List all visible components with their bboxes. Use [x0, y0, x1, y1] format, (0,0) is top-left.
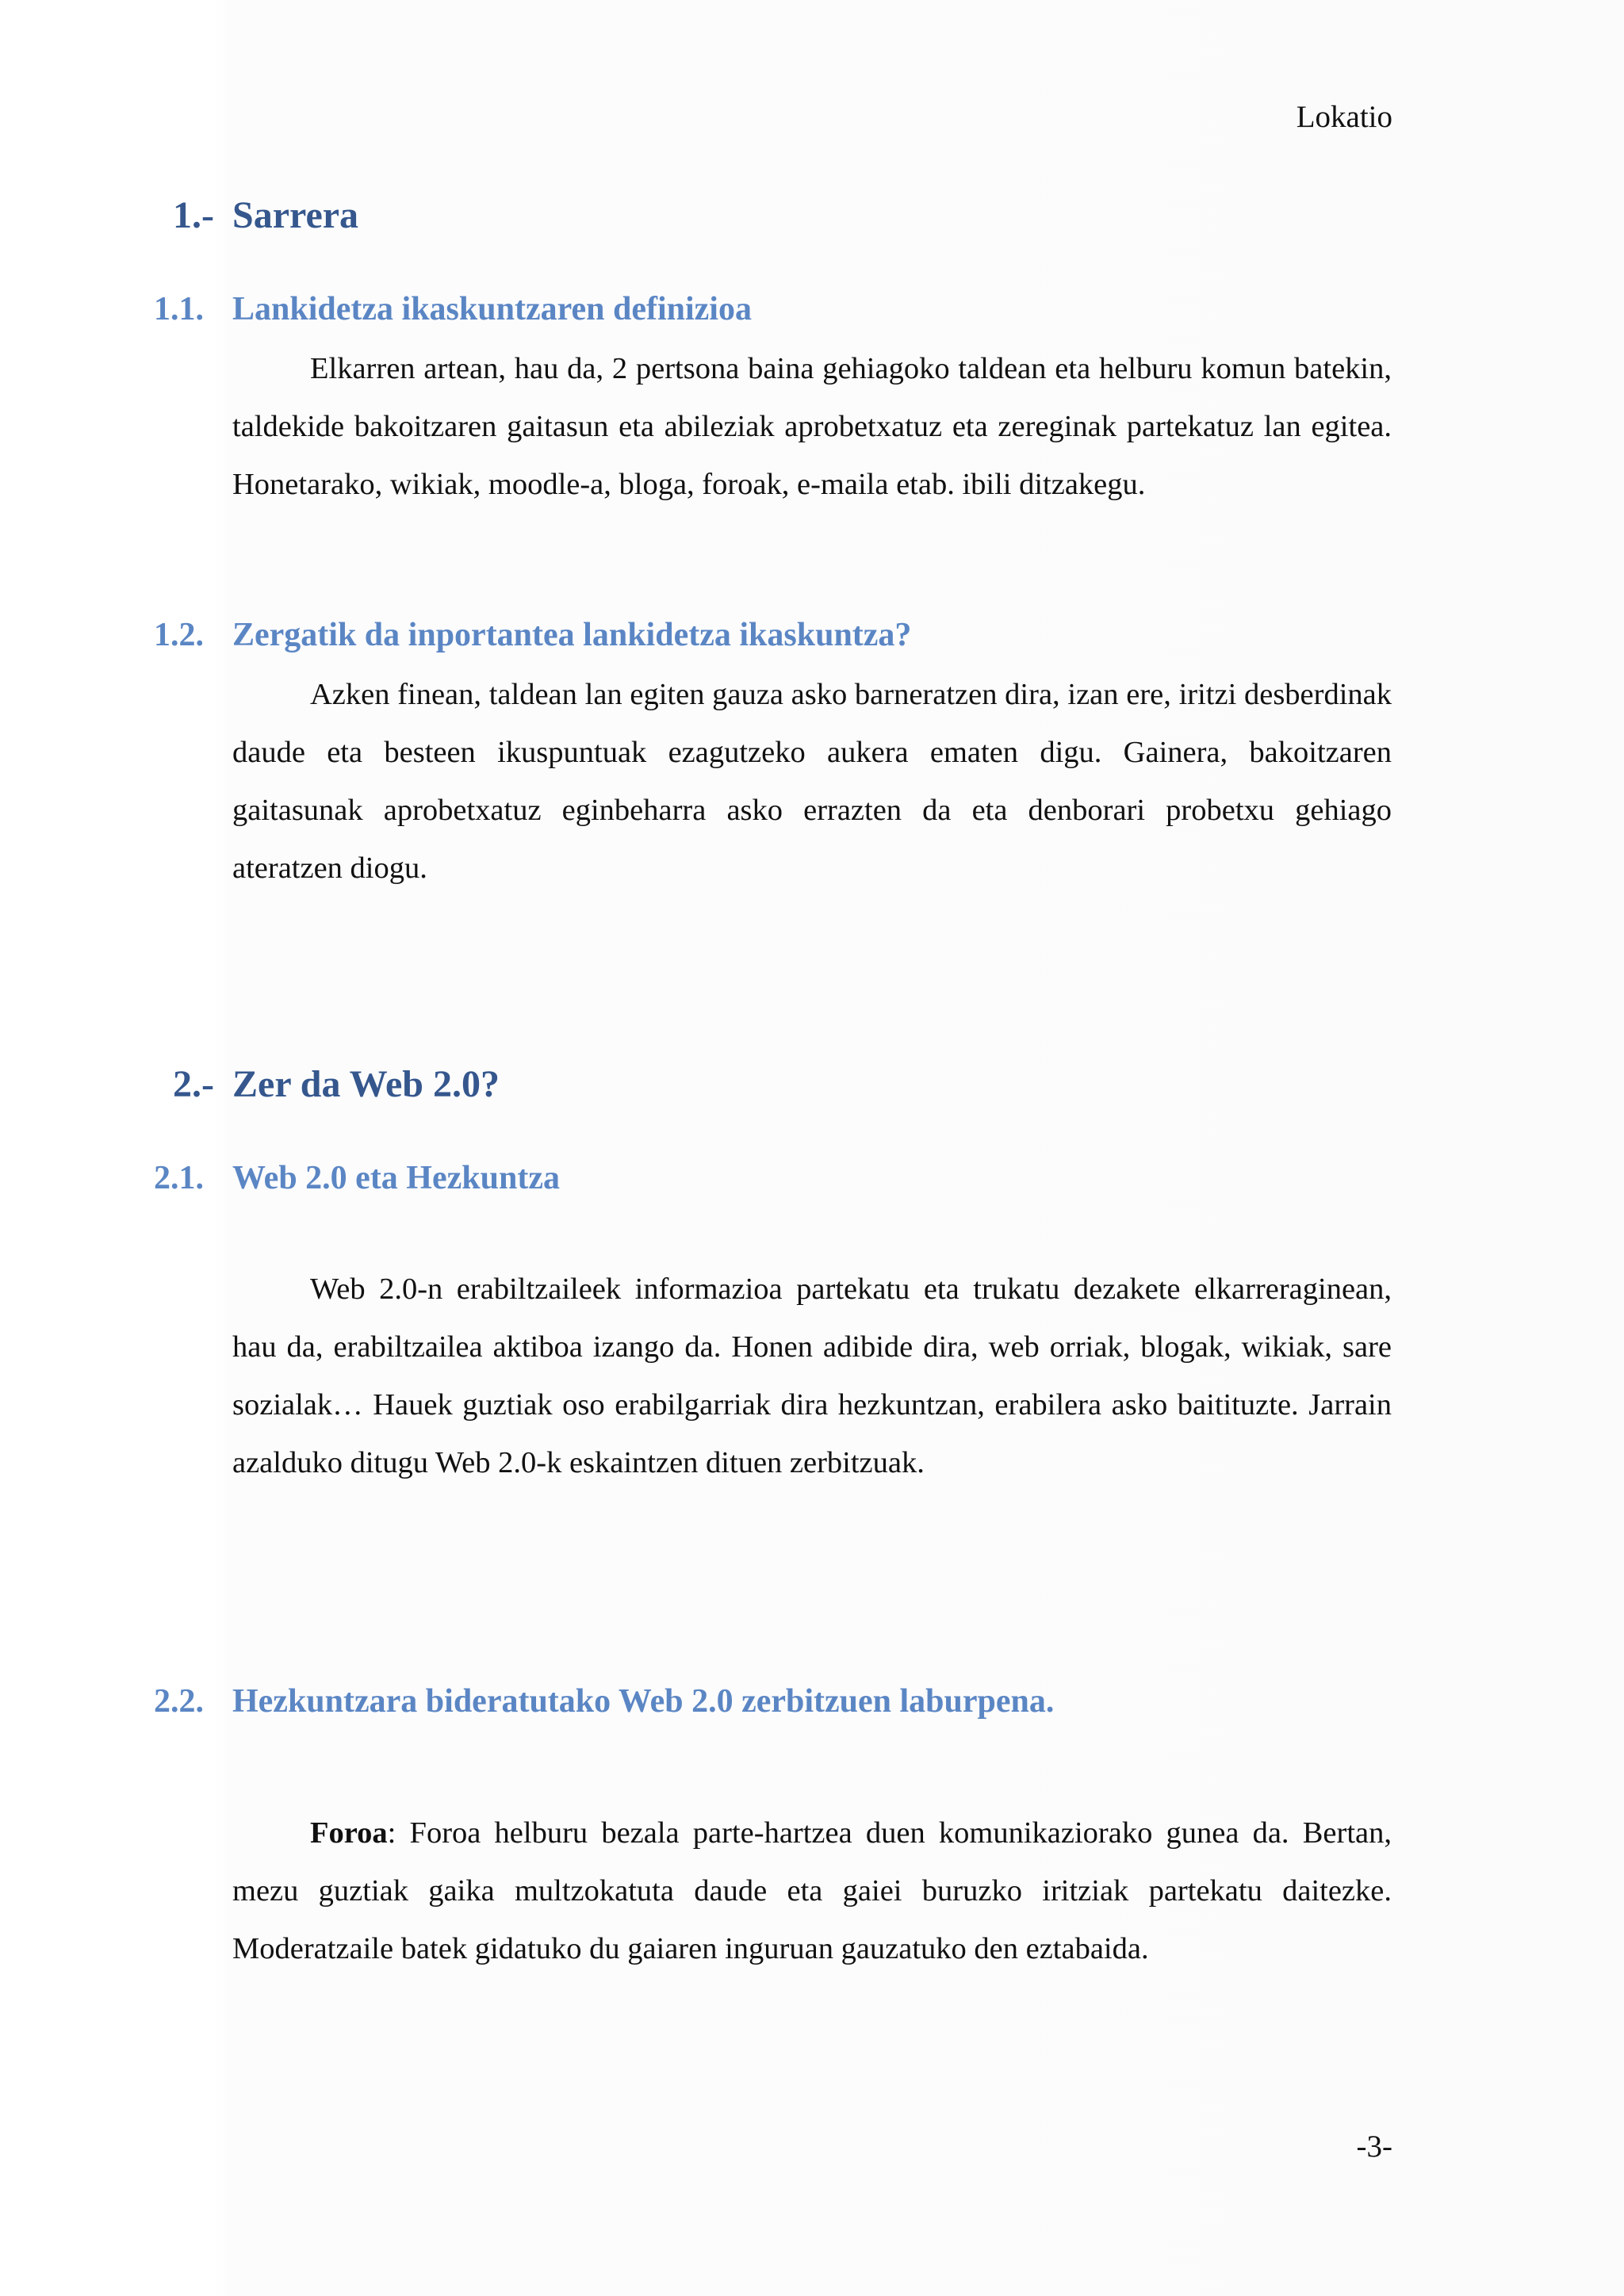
- paragraph-text: Elkarren artean, hau da, 2 pertsona baina gehiagoko taldean eta helburu komun batekin, taldekide bakoitzaren gaitasun eta abileziak aprobetxatuz eta zereginak partekatuz lan egitea. Honetarako, wikiak, moodle-a, bloga, foroak, e-maila etab. ibili ditzakegu.: [232, 352, 1392, 501]
- section-heading-1: [173, 192, 358, 239]
- subsection-heading-2-2: [154, 1679, 1054, 1724]
- subsection-number: 2.2.: [154, 1683, 204, 1720]
- paragraph-1-2: [232, 666, 1392, 897]
- section-number: 2.-: [173, 1063, 214, 1105]
- section-title: Sarrera: [232, 194, 359, 236]
- subsection-title: Zergatik da inportantea lankidetza ikaskuntza?: [232, 617, 912, 653]
- definition-text: : Foroa helburu bezala parte-hartzea duen komunikaziorako gunea da. Bertan, mezu guztiak gaika multzokatuta daude eta gaiei buruzko iritziak partekatu daitezke. Moderatzaile batek gidatuko du gaiaren inguruan gauzatuko den eztabaida.: [232, 1816, 1392, 1965]
- section-title: Zer da Web 2.0?: [232, 1063, 500, 1105]
- paragraph-text: Web 2.0-n erabiltzaileek informazioa partekatu eta trukatu dezakete elkarreraginean, hau da, erabiltzailea aktiboa izango da. Honen adibide dira, web orriak, blogak, wikiak, sare sozialak… Hauek guztiak oso erabilgarriak dira hezkuntzan, erabilera asko baitituzte. Jarrain azalduko ditugu Web 2.0-k eskaintzen dituen zerbitzuak.: [232, 1272, 1392, 1479]
- section-heading-2: [173, 1061, 500, 1108]
- subsection-heading-1-2: [154, 613, 911, 657]
- subsection-title: Hezkuntzara bideratutako Web 2.0 zerbitzuen laburpena.: [232, 1683, 1055, 1720]
- section-number: 1.-: [173, 194, 214, 236]
- subsection-number: 1.2.: [154, 617, 204, 653]
- paragraph-text: Azken finean, taldean lan egiten gauza asko barneratzen dira, izan ere, iritzi desberdinak daude eta besteen ikuspuntuak ezagutzeko aukera ematen digu. Gainera, bakoitzaren gaitasunak aprobetxatuz eginbeharra asko errazten da eta denborari probetxu gehiago ateratzen diogu.: [232, 678, 1392, 885]
- subsection-number: 2.1.: [154, 1160, 204, 1196]
- subsection-heading-1-1: [154, 287, 752, 331]
- paragraph-1-1: [232, 340, 1392, 514]
- running-header: Lokatio: [1296, 100, 1392, 134]
- subsection-heading-2-1: [154, 1156, 560, 1200]
- subsection-number: 1.1.: [154, 291, 204, 327]
- term-foroa: Foroa: [310, 1816, 388, 1850]
- subsection-title: Lankidetza ikaskuntzaren definizioa: [232, 291, 752, 327]
- subsection-title: Web 2.0 eta Hezkuntza: [232, 1160, 560, 1196]
- paragraph-text: [232, 1804, 1392, 1978]
- page-number: -3-: [1356, 2130, 1392, 2164]
- paragraph-2-1: [232, 1261, 1392, 1492]
- paragraph-2-2: [232, 1804, 1392, 1978]
